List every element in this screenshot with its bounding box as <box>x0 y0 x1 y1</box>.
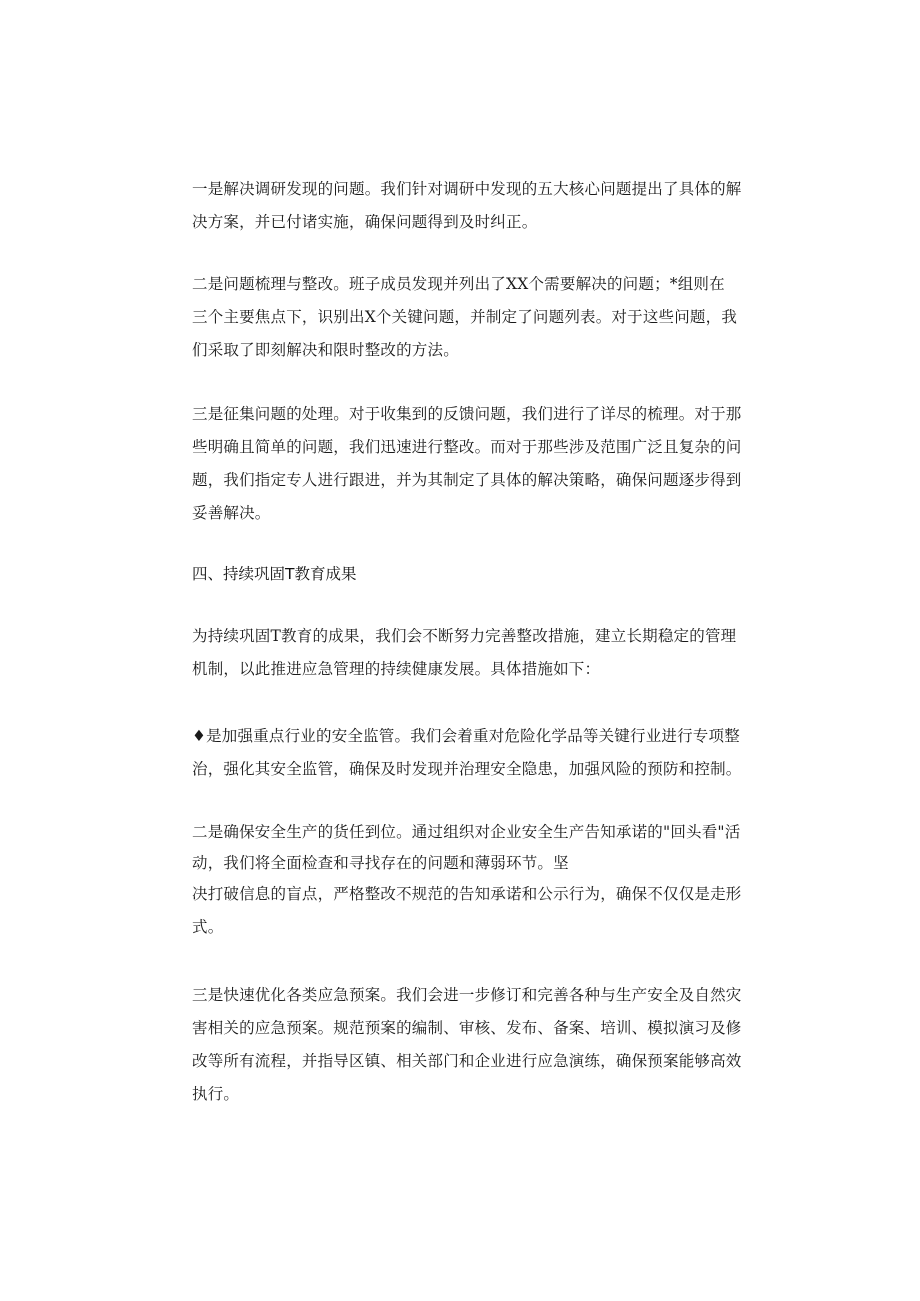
text-line: 为持续巩固T教育的成果，我们会不断努力完善整改措施，建立长期稳定的管理 <box>192 627 737 645</box>
text-line: 些明确且简单的问题，我们迅速进行整改。而对于那些涉及范围广泛且复杂的问 <box>192 438 742 456</box>
text-line: 三个主要焦点下，识别出X个关键问题，并制定了问题列表。对于这些问题，我 <box>192 308 738 326</box>
text-line: 二是确保安全生产的货任到位。通过组织对企业安全生产告知承诺的"回头看"活 <box>192 823 741 841</box>
text-line: ♦是加强重点行业的安全监管。我们会着重对危险化学品等关键行业进行专项整 <box>192 727 740 745</box>
text-line: 二是问题梳理与整改。班子成员发现并列出了XX个需要解决的问题；*组则在 <box>192 275 725 293</box>
text-line: 三是征集问题的处理。对于收集到的反馈问题，我们进行了详尽的梳理。对于那 <box>192 405 742 423</box>
text-line: 妥善解决。 <box>192 504 271 522</box>
text-line: 一是解决调研发现的问题。我们针对调研中发现的五大核心问题提出了具体的解 <box>192 180 742 198</box>
text-line: 题，我们指定专人进行跟进，并为其制定了具体的解决策略，确保问题逐步得到 <box>192 471 742 489</box>
text-line: 改等所有流程，并指导区镇、相关部门和企业进行应急演练，确保预案能够高效 <box>192 1052 742 1070</box>
section-heading: 四、持续巩固T教育成果 <box>192 565 357 583</box>
text-line: 决打破信息的盲点，严格整改不规范的告知承诺和公示行为，确保不仅仅是走形 <box>192 885 742 903</box>
text-line: 们采取了即刻解决和限时整改的方法。 <box>192 341 459 359</box>
text-line: 害相关的应急预案。规范预案的编制、审核、发布、备案、培训、模拟演习及修 <box>192 1019 742 1037</box>
text-line: 三是快速优化各类应急预案。我们会进一步修订和完善各种与生产安全及自然灾 <box>192 986 742 1004</box>
text-line: 执行。 <box>192 1085 240 1103</box>
text-line: 式。 <box>192 918 224 936</box>
text-line: 治，强化其安全监管，确保及时发现并治理安全隐患，加强风险的预防和控制。 <box>192 760 742 778</box>
text-line: 决方案，并已付诸实施，确保问题得到及时纠正。 <box>192 213 538 231</box>
text-line: 机制，以此推进应急管理的持续健康发展。具体措施如下： <box>192 660 601 678</box>
text-line: 动，我们将全面检查和寻找存在的问题和薄弱环节。坚 <box>192 854 569 872</box>
